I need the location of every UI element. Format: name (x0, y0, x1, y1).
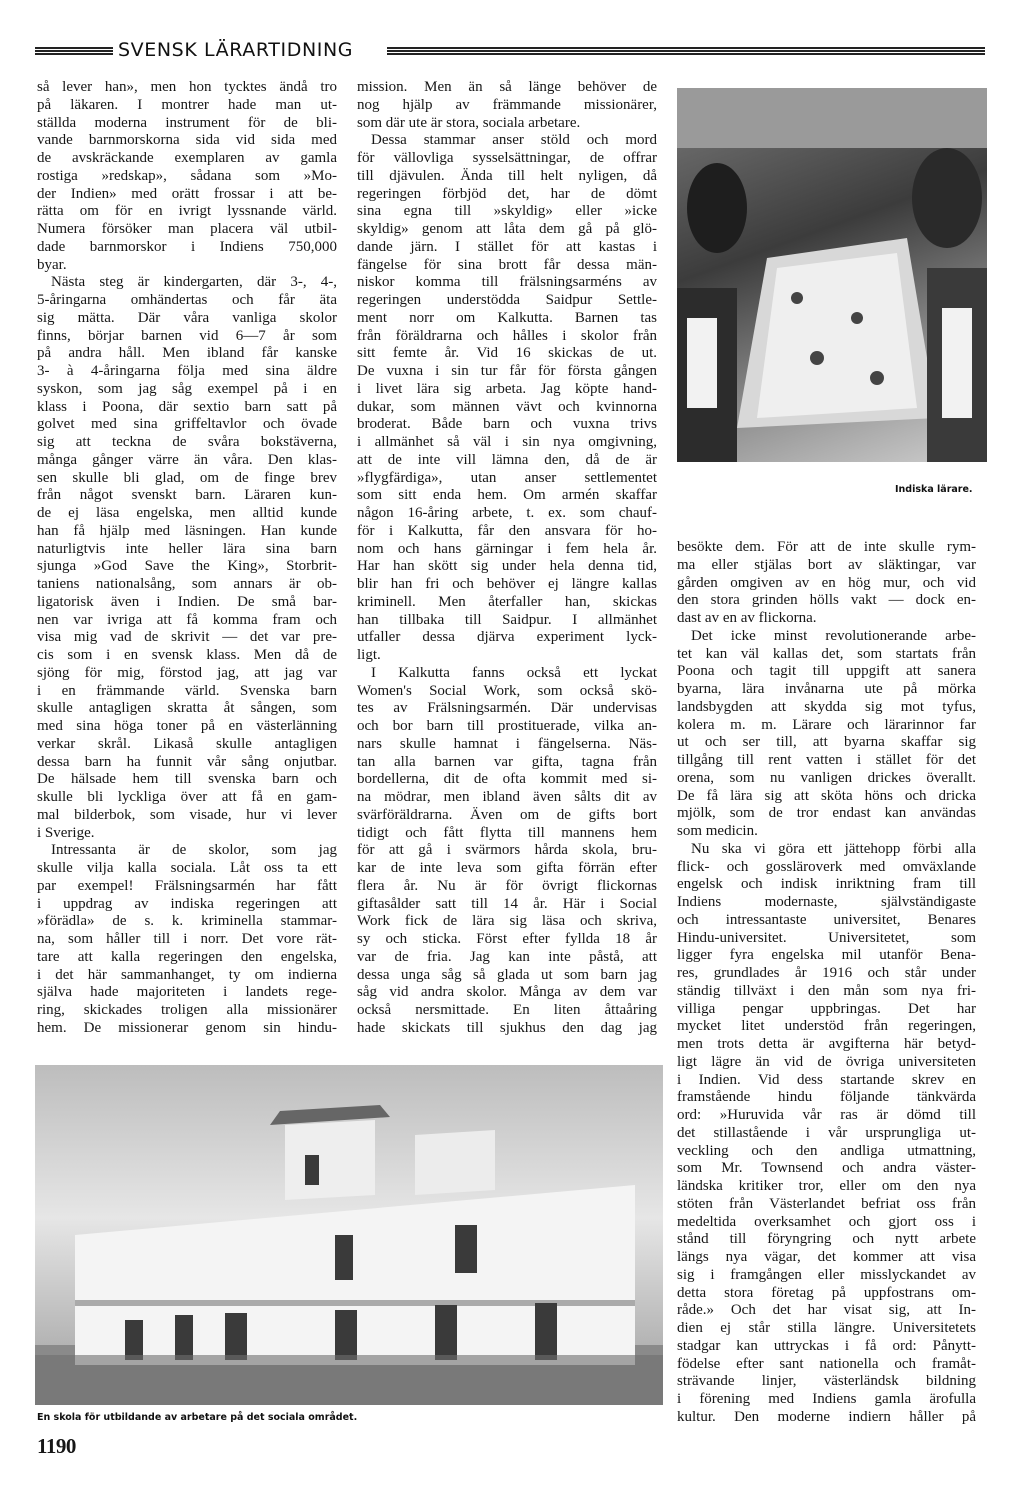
text-line: blir han fri och behöver ej längre kallas (357, 576, 657, 592)
text-line: någon 16-åring arbete, t. ex. som chauf- (357, 505, 657, 521)
paragraph (677, 841, 976, 1427)
text-line: ligatorisk även i Indien. De små bar- (37, 593, 337, 610)
text-line: sjunga »God Save the King», Storbrit- (37, 558, 337, 575)
text-line: i en främmande värld. Svenska barn (37, 682, 337, 699)
text-line: gården omgiven av en hög mur, och vid (677, 574, 976, 591)
text-line: sig i framgången eller misslyckandet av (677, 1266, 976, 1283)
text-line: Women's Social Work, som också skö- (357, 682, 657, 699)
text-line: rostiga »redskap», sådana som »Mo- (37, 167, 337, 184)
text-line: fängelse för sina brott får dessa män- (357, 256, 657, 273)
text-line: medeltida overksamhet och gjort oss i (677, 1213, 976, 1230)
text-line: na mödrar, men ibland även sålts dit av (357, 789, 657, 805)
header-rule-left (35, 47, 113, 56)
text-line: längs nya vägar, det kommer att visa (677, 1249, 976, 1265)
paragraph (677, 628, 976, 841)
text-line: sjöng för mig, förstod jag, att jag var (37, 664, 337, 681)
text-line: orena, som nu vanligen drickes överallt. (677, 769, 976, 786)
text-line: kultur. Den moderne indiern håller på (677, 1408, 976, 1425)
text-line: sitt femte år. Vid 16 skickas de ut. (357, 345, 657, 362)
paragraph (357, 79, 657, 132)
text-line: dade barnmorskor i Indiens 750,000 (37, 238, 337, 255)
text-line: i Sverige. (37, 824, 95, 841)
text-line: visa mig vad de skrivit — det var pre- (37, 629, 337, 646)
page-number: 1190 (37, 1434, 76, 1458)
text-line: dast av en av flickorna. (677, 610, 817, 626)
paragraph (37, 79, 337, 274)
text-line: i livet lära sig arbeta. Jag köpte hand- (357, 380, 657, 397)
text-line: dande järn. I stället för att kastas i (357, 238, 657, 255)
text-line: dessa unga såg så glada ut som barn jag (357, 966, 657, 983)
text-line: Dessa stammar anser stöld och mord (371, 132, 657, 149)
text-line: mjölk, som de tror endast kan användas (677, 805, 976, 822)
text-line: födelse efter sant nationella och framåt- (677, 1355, 976, 1372)
text-line: finns, börjar barnen vid 6—7 år som (37, 327, 337, 344)
text-line: De hälsade hem till svenska barn och (37, 771, 337, 788)
text-line: der Indien» med orätt frossar i att be- (37, 185, 337, 202)
text-line: tillgång till rent vatten i stället för det (677, 752, 976, 768)
text-line: ring, skickades troligen alla missionärer (37, 1002, 337, 1018)
text-line: kriminell. Men återfaller han, skickas (357, 593, 657, 610)
text-line: nen var ivriga att få komma fram och (37, 611, 337, 628)
text-line: i det här sammanhanget, ty om indierna (37, 966, 337, 983)
text-line: nom och hans gärningar i fem hela år. (357, 540, 657, 557)
text-line: verkar skrål. Likaså skulle antagligen (37, 735, 337, 752)
text-line: res, grundlades år 1916 och står under (677, 965, 976, 981)
text-line: att de inte vill lämna den, då de är (357, 451, 657, 468)
paragraph (37, 842, 337, 1037)
text-line: landsbygden att skydda sig mot tyfus, (677, 698, 976, 715)
text-line: i Indien. Vid dess startande skrev en (677, 1071, 976, 1088)
text-line: Poona och tagit till uppgift att sanera (677, 663, 976, 680)
text-line: sina egna till »skyldig» eller »icke (357, 203, 657, 220)
text-column-2 (357, 79, 657, 1038)
text-line: stöten från Västerlandet befriat oss från (677, 1195, 976, 1212)
text-line: sen skulle bli glad, om de finge brev (37, 469, 337, 486)
text-line: taniens nationalsång, som annars är ob- (37, 576, 337, 592)
text-line: skulle vilja kalla sociala. Låt oss ta ett (37, 860, 337, 876)
text-line: villiga pengar uppbringas. Det har (677, 1000, 976, 1017)
text-line: Nu ska vi göra ett jättehopp förbi alla (691, 840, 976, 857)
text-line: cis som i en svensk klass. Men då de (37, 647, 337, 663)
text-line: ständig tillväxt i den mån som nya fri- (677, 982, 976, 999)
text-line: tes av Frälsningsarmén. Där undervisas (357, 700, 657, 717)
text-line: hem. De missionerar genom sin hindu- (37, 1019, 337, 1036)
text-line: också nersmittade. En liten åttaåring (357, 1002, 657, 1018)
text-line: Indiens modernaste, självständigaste (677, 894, 976, 910)
text-line: strävande linjer, västerländsk bildning (677, 1373, 976, 1390)
text-line: detta stora företag på uppfostrans om- (677, 1284, 976, 1301)
text-line: med sina höga toner på en västerlänning (37, 718, 337, 734)
text-line: mission. Men än så länge behöver de (357, 79, 657, 95)
text-line: från något svenskt barn. Läraren kun- (37, 487, 337, 504)
text-line: såg vid andra skolor. Många av dem var (357, 984, 657, 1001)
text-line: så lever han», men hon tycktes ändå tro (37, 79, 337, 95)
text-line: golvet med sina griffeltavlor och övade (37, 416, 337, 433)
text-line: skulle bli lyckliga över att få en gam- (37, 789, 337, 805)
text-line: den stora grinden hölls vakt — dock en- (677, 592, 976, 609)
text-line: sig att teckna de svåra bokstäverna, (37, 434, 337, 450)
photo-school-building (35, 1065, 663, 1405)
text-line: sig mätta. Där våra vanliga skolor (37, 309, 337, 326)
text-line: tan alla barnen var gifta, tagna från (357, 753, 657, 770)
text-line: var de fria. Jag kan inte påstå, att (357, 948, 657, 965)
text-line: mal bilderbok, som visade, hur vi lever (37, 806, 337, 823)
text-line: i förening med Indiens gamla ärofulla (677, 1391, 976, 1407)
text-line: Har han skött sig under hela denna tid, (357, 558, 657, 575)
text-line: byarna, lära invånarna ute på mörka (677, 681, 976, 697)
text-line: på andra håll. Men ibland får kanske (37, 345, 337, 362)
text-line: niskor komma till frälsningsarméns av (357, 274, 657, 291)
text-line: rätta om för en ivrigt lyssnande värld. (37, 203, 337, 220)
text-line: ställda moderna instrument för de bli- (37, 114, 337, 131)
text-line: för i Kalkutta, får den ansvara för ho- (357, 522, 657, 539)
text-line: för vällovliga sysselsättningar, de offrar (357, 150, 657, 166)
text-line: ment norr om Kalkutta. Barnen tas (357, 309, 657, 326)
text-line: tare att kalla regeringen den engelska, (37, 948, 337, 965)
text-line: I Kalkutta fanns också ett lyckat (371, 664, 657, 681)
text-line: engelsk och indisk inriktning fram till (677, 876, 976, 893)
text-line: ligger fyra engelska mil utanför Bena- (677, 947, 976, 964)
text-line: de avskräckande exemplaren av gamla (37, 150, 337, 166)
text-line: ut och ser till, att byarna skaffar sig (677, 734, 976, 751)
text-line: 3- à 4-åringarna följa med sina äldre (37, 363, 337, 379)
text-line: »förädla» de s. k. kriminella stammar- (37, 913, 337, 930)
photo-caption-top: Indiska lärare. (895, 484, 973, 495)
text-line: det stillastående i vår ursprungliga ut- (677, 1124, 976, 1141)
text-line: stadgar kan uttryckas i få ord: Pånytt- (677, 1337, 976, 1354)
text-line: ligt lägre än vid de övriga universiteten (677, 1053, 976, 1070)
text-line: stånd till föryngring och nytt arbete (677, 1231, 976, 1248)
text-line: kolera m. m. Lärare och lärarinnor far (677, 716, 976, 733)
photo-indian-teachers (677, 88, 987, 462)
paragraph (357, 665, 657, 1038)
text-line: sy och sticka. Först efter fyllda 18 år (357, 931, 657, 947)
text-line: skyldig» genom att låta dem gå på glö- (357, 221, 657, 237)
text-line: nog hjälp av främmande missionärer, (357, 96, 657, 113)
text-line: i allmänhet så väl i sin nya omgivning, (357, 434, 657, 450)
text-line: tet kan väl kallas det, som startats från (677, 645, 976, 662)
text-line: flera år. Nu är för övrigt flickornas (357, 877, 657, 894)
text-line: Det icke minst revolutionerande arbe- (691, 627, 976, 644)
text-line: ord: »Huruvida vår ras är dömd till (677, 1107, 976, 1123)
text-line: för att gå i svärmors hårda skola, bru- (357, 842, 657, 859)
text-line: par exempel! Frälsningsarmén har fått (37, 877, 337, 894)
text-line: giftasålder satt till 14 år. Här i Social (357, 895, 657, 912)
text-line: Intressanta är de skolor, som jag (51, 842, 337, 859)
text-line: ländska kritiker tror, eller om den nya (677, 1178, 976, 1194)
text-line: han få hjälp med läsningen. Han kunde (37, 522, 337, 539)
text-line: bordellerna, dit de ofta kommit med si- (357, 771, 657, 788)
text-line: nars skulle hamnat i fängelserna. Näs- (357, 735, 657, 752)
text-line: och bor barn till prostituerade, vilka an- (357, 718, 657, 734)
text-line: och intressantaste universitet, Benares (677, 911, 976, 928)
text-line: regeringen förbjöd det, har de dömt (357, 185, 657, 202)
text-line: 5-åringarna omhändertas och får äta (37, 292, 337, 308)
text-line: många gånger värre än våra. Den klas- (37, 451, 337, 468)
text-line: tidigt och fått flytta till mannens hem (357, 824, 657, 841)
paragraph (37, 274, 337, 842)
text-line: kar de inte leva som gifta förrän efter (357, 860, 657, 876)
text-line: syskon, som jag såg exempel på i en (37, 380, 337, 397)
paragraph (677, 539, 976, 628)
text-line: som där ute är stora, sociala arbetare. (357, 114, 581, 131)
text-line: men trots detta är avgifterna här betyd- (677, 1036, 976, 1052)
text-line: veckling och den andliga utmattning, (677, 1142, 976, 1159)
text-line: »flygfärdiga», utan anser settlementet (357, 469, 657, 486)
text-line: Hindu-universitet. Universitetet, som (677, 929, 976, 946)
page-header (35, 40, 987, 64)
text-line: broderat. Både barn och vuxna trivs (357, 416, 657, 433)
journal-title: SVENSK LÄRARTIDNING (118, 39, 354, 61)
text-line: utfaller dessa djärva experiment lyck- (357, 629, 657, 646)
text-line: De vuxna i sin tur får för första gången (357, 363, 657, 379)
text-line: som sitt enda hem. Om armén skaffar (357, 487, 657, 504)
text-line: mycket litet understöd från regeringen, (677, 1018, 976, 1035)
text-line: svärföräldrarna. Även om de gifts bort (357, 806, 657, 823)
text-line: na, som håller till i norr. Det vore rät- (37, 931, 337, 947)
text-line: naturligtvis inte heller lära sina barn (37, 540, 337, 557)
text-line: hade skickats till sjukhus den dag jag (357, 1019, 657, 1036)
text-line: besökte dem. För att de inte skulle rym- (677, 539, 976, 555)
text-line: på läkaren. I montrer hade man ut- (37, 96, 337, 113)
text-column-3 (677, 539, 976, 1427)
paragraph (357, 132, 657, 665)
text-line: råde.» Och det har visat sig, att In- (677, 1302, 976, 1319)
text-line: dien ej står stilla längre. Universitetets (677, 1320, 976, 1336)
text-line: byar. (37, 256, 67, 273)
text-line: framstående hindu följande tänkvärda (677, 1089, 976, 1106)
text-line: ma eller stjälas bort av släktingar, var (677, 556, 976, 573)
text-line: regeringen understödda Saidpur Settle- (357, 292, 657, 308)
text-line: de ej läsa engelska, men alltid kunde (37, 505, 337, 521)
text-line: flick- och gossläroverk med omväxlande (677, 858, 976, 875)
text-line: ligt. (357, 647, 381, 663)
text-column-1 (37, 79, 337, 1038)
photo-caption-bottom: En skola för utbildande av arbetare på det sociala området. (37, 1412, 358, 1423)
text-line: dessa barn ha funnit vår sång onjutbar. (37, 753, 337, 770)
text-line: skulle antagligen skratta åt sången, som (37, 700, 337, 717)
text-line: själva hade majoriteten i landets rege- (37, 984, 337, 1001)
text-line: De få lära sig att sköta höns och dricka (677, 787, 976, 804)
text-line: Work fick de lära sig läsa och skriva, (357, 913, 657, 930)
text-line: vande barnmorskorna sida vid sida med (37, 132, 337, 149)
text-line: dukar, som männen vävt och kvinnorna (357, 398, 657, 415)
text-line: från föräldrarna och hålles i skolor från (357, 327, 657, 344)
text-line: till djävulen. Ända till helt nyligen, då (357, 167, 657, 184)
text-line: i uppdrag av indiska regeringen att (37, 895, 337, 912)
text-line: som medicin. (677, 823, 758, 839)
text-line: Numera försöker man placera väl utbil- (37, 221, 337, 237)
text-line: Nästa steg är kindergarten, där 3-, 4-, (51, 274, 337, 291)
header-rule-right (387, 47, 985, 56)
text-line: klass i Poona, där sextio barn satt på (37, 398, 337, 415)
text-line: som Mr. Townsend och andra väster- (677, 1160, 976, 1177)
text-line: han tillbaka till Saidpur. I allmänhet (357, 611, 657, 628)
